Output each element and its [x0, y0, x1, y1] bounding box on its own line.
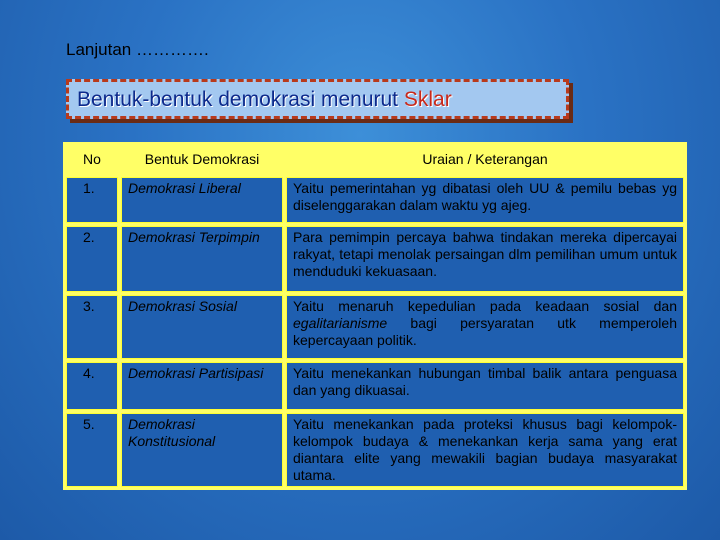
- table-row: [66, 362, 684, 410]
- row-description-emphasis: egalitarianisme: [293, 315, 388, 331]
- title-banner: [66, 79, 569, 119]
- row-form: Demokrasi Terpimpin: [121, 226, 283, 292]
- banner-title: [77, 88, 452, 112]
- row-description-part: Yaitu menaruh kepedulian pada keadaan sosial dan: [293, 298, 677, 314]
- row-description-part: bagi persyaratan utk memperoleh kepercayaan politik.: [293, 315, 677, 348]
- table-row: [66, 295, 684, 359]
- table-row: [66, 226, 684, 292]
- header-form: Bentuk Demokrasi: [121, 145, 283, 174]
- header-no: No: [66, 145, 118, 174]
- row-description: Para pemimpin percaya bahwa tindakan mereka dipercayai rakyat, tetapi menolak persaingan dlm pemilihan umum untuk menduduki kekuasaan.: [286, 226, 684, 292]
- table-header-row: [66, 145, 684, 174]
- row-description: Yaitu pemerintahan yg dibatasi oleh UU & pemilu bebas yg diselenggarakan dalam waktu yg ajeg.: [286, 177, 684, 223]
- row-description: [286, 295, 684, 359]
- page-subtitle: Lanjutan ………….: [66, 40, 209, 59]
- header-description: Uraian / Keterangan: [286, 145, 684, 174]
- table-row: [66, 413, 684, 487]
- row-number: 1.: [66, 177, 118, 223]
- row-form: Demokrasi Sosial: [121, 295, 283, 359]
- row-number: 3.: [66, 295, 118, 359]
- banner-title-main: Bentuk-bentuk demokrasi menurut: [77, 88, 404, 111]
- row-form: Demokrasi Konstitusional: [121, 413, 283, 487]
- row-description: Yaitu menekankan pada proteksi khusus bagi kelompok-kelompok budaya & menekankan kerja sama yang erat diantara elite yang mewakili bagian budaya masyarakat utama.: [286, 413, 684, 487]
- democracy-table: [63, 142, 687, 490]
- row-number: 5.: [66, 413, 118, 487]
- banner-title-accent: Sklar: [403, 88, 452, 111]
- row-number: 4.: [66, 362, 118, 410]
- row-description: Yaitu menekankan hubungan timbal balik antara penguasa dan yang dikuasai.: [286, 362, 684, 410]
- row-form: Demokrasi Partisipasi: [121, 362, 283, 410]
- row-form: Demokrasi Liberal: [121, 177, 283, 223]
- table-row: [66, 177, 684, 223]
- row-number: 2.: [66, 226, 118, 292]
